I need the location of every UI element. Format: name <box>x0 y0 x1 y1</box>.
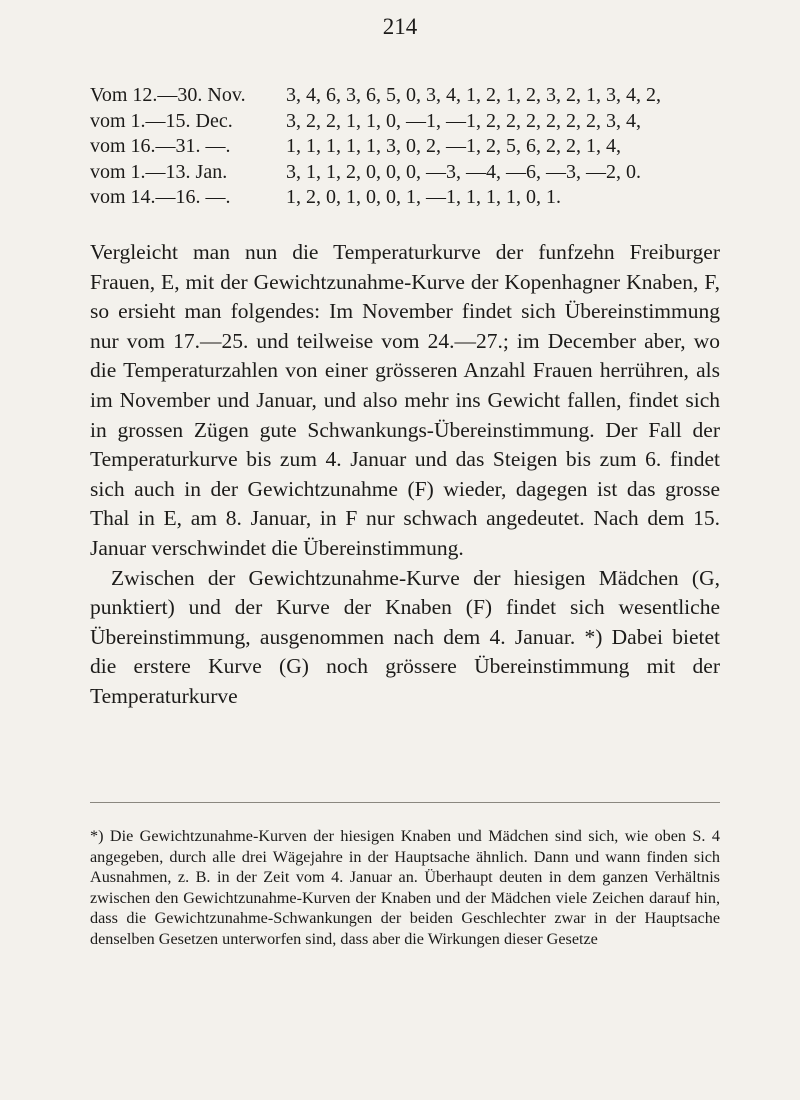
table-row <box>90 185 790 211</box>
row-values: 3, 1, 1, 2, 0, 0, 0, —3, —4, —6, —3, —2, 0. <box>286 160 641 183</box>
row-values: 1, 2, 0, 1, 0, 0, 1, —1, 1, 1, 1, 0, 1. <box>286 186 561 208</box>
row-values: 3, 4, 6, 3, 6, 5, 0, 3, 4, 1, 2, 1, 2, 3, 2, 1, 3, 4, 2, <box>286 84 661 106</box>
footnote <box>90 826 720 950</box>
footnote-text: *) Die Gewichtzunahme-Kurven der hiesigen Knaben und Mädchen sind sich, wie oben S. 4 angegeben, durch alle drei Wägejahre in der Hauptsache ähnlich. Dann und wann finden sich Ausnahmen, z. B. in der Zeit vom 4. Januar an. Überhaupt deuten in dem ganzen Verhältnis zwischen den Gewichtzunahme-Kurven der Knaben und der Mädchen viele Zeichen darauf hin, dass die Gewichtzunahme-Schwankungen der beiden Geschlechter zwar in der Hauptsache denselben Gesetzen unterworfen sind, dass aber die Wirkungen dieser Gesetze <box>90 827 720 948</box>
footnote-divider <box>90 802 720 803</box>
row-values: 3, 2, 2, 1, 1, 0, —1, —1, 2, 2, 2, 2, 2, 2, 3, 4, <box>286 109 641 132</box>
row-date-range: vom 16.—31. —. <box>90 135 231 157</box>
row-date-range: vom 1.—15. Dec. <box>90 109 233 132</box>
row-date-range: vom 14.—16. —. <box>90 186 231 208</box>
table-row <box>90 109 790 135</box>
temperature-data-table <box>90 83 790 211</box>
paragraph: Vergleicht man nun die Temperaturkurve der funfzehn Freiburger Frauen, E, mit der Gewichtzunahme-Kurve der Kopenhagner Knaben, F, so ersieht man folgendes: Im November findet sich Übereinstimmung nur vom 17.—25. und teilweise vom 24.—27.; im December aber, wo die Temperaturzahlen von einer grösseren Anzahl Frauen herrühren, als im November und Januar, und also mehr ins Gewicht fallen, findet sich in grossen Zügen gute Schwankungs-Übereinstimmung. Der Fall der Temperaturkurve bis zum 4. Januar und das Steigen bis zum 6. findet sich auch in der Gewichtzunahme (F) wieder, dagegen ist das grosse Thal in E, am 8. Januar, in F nur schwach angedeutet. Nach dem 15. Januar verschwindet die Übereinstimmung. <box>90 240 720 560</box>
table-row <box>90 160 790 186</box>
paragraph: Zwischen der Gewichtzunahme-Kurve der hiesigen Mädchen (G, punktiert) und der Kurve der Knaben (F) findet sich wesentliche Übereinstimmung, ausgenommen nach dem 4. Januar. *) Dabei bietet die erstere Kurve (G) noch grössere Übereinstimmung mit der Temperaturkurve <box>90 565 720 708</box>
body-text <box>90 238 720 712</box>
table-row <box>90 134 790 160</box>
table-row <box>90 83 790 109</box>
row-date-range: Vom 12.—30. Nov. <box>90 84 246 106</box>
row-values: 1, 1, 1, 1, 1, 3, 0, 2, —1, 2, 5, 6, 2, 2, 1, 4, <box>286 135 621 157</box>
row-date-range: vom 1.—13. Jan. <box>90 160 228 183</box>
page-number: 214 <box>382 14 418 39</box>
